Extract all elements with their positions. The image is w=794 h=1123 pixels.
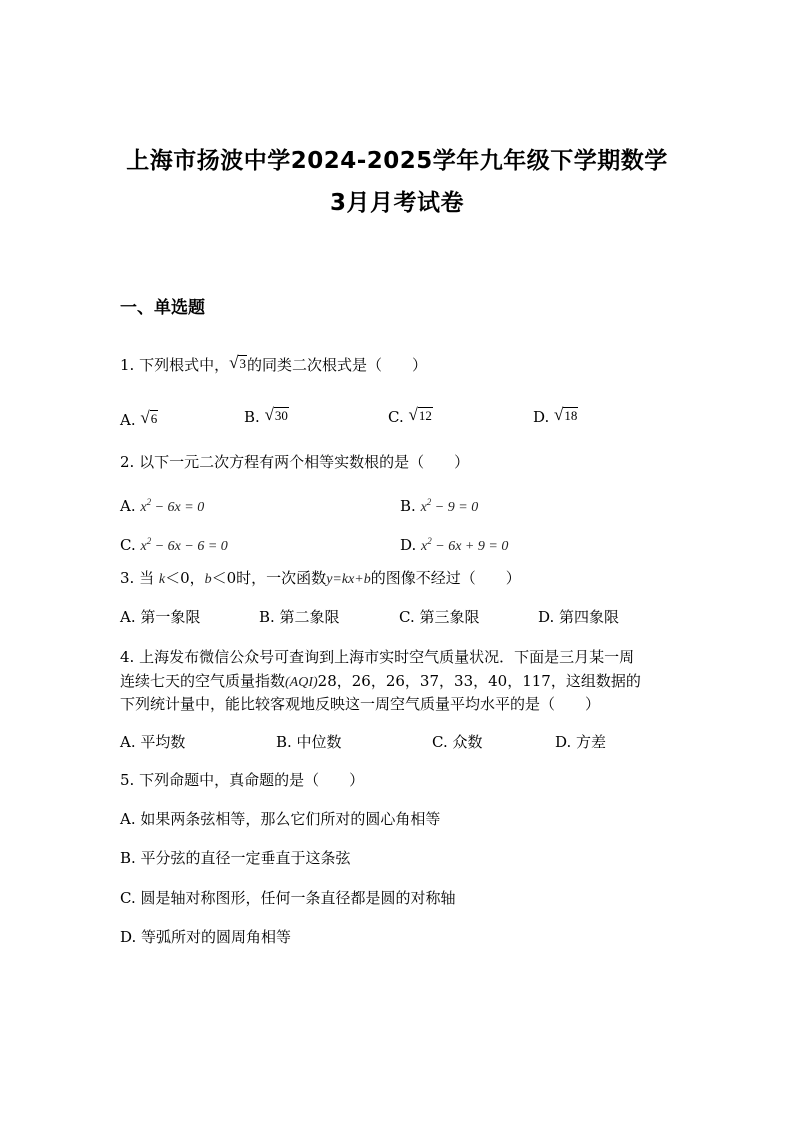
option-label: B. <box>244 408 260 426</box>
question-1-stem <box>120 353 427 375</box>
option-label: D. <box>400 536 417 554</box>
question-1-prefix: 1. 下列根式中， <box>120 356 230 374</box>
q2-option-d <box>400 531 508 557</box>
question-4-line1: 4. 上海发布微信公众号可查询到上海市实时空气质量状况．下面是三月某一周 <box>120 648 635 666</box>
option-label: A. <box>120 411 136 429</box>
radicand: 30 <box>274 408 288 423</box>
option-label: D. <box>533 408 550 426</box>
section-heading: 一、单选题 <box>120 298 205 318</box>
q4-text: 连续七天的空气质量指数 <box>120 672 286 690</box>
q5-option-c: C. 圆是轴对称图形，任何一条直径都是圆的对称轴 <box>120 889 456 907</box>
option-label: C. <box>388 408 404 426</box>
q3-option-a: A. 第一象限 <box>120 608 201 626</box>
q1-option-b <box>244 405 289 427</box>
q1-option-a <box>120 408 158 430</box>
q4-option-d: D. 方差 <box>555 733 607 751</box>
question-5-stem: 5. 下列命题中，真命题的是（ ） <box>120 771 365 789</box>
equation: $x^2 - 6x = 0$ <box>140 497 205 515</box>
radicand: 6 <box>150 411 158 426</box>
radicand: 12 <box>418 408 432 423</box>
exam-title-line2: 3月月考试卷 <box>329 190 464 216</box>
q3-option-d: D. 第四象限 <box>538 608 620 626</box>
q3-option-c: C. 第三象限 <box>399 608 480 626</box>
question-3-stem <box>120 568 521 590</box>
q4-option-a: A. 平均数 <box>120 733 186 751</box>
q5-option-b: B. 平分弦的直径一定垂直于这条弦 <box>120 849 351 867</box>
q1-option-d <box>533 405 578 427</box>
radicand: 18 <box>564 408 578 423</box>
q1-option-c <box>388 405 433 427</box>
exam-title-line1: 上海市扬波中学2024-2025学年九年级下学期数学 <box>126 148 668 174</box>
q3-text: 的图像不经过（ ） <box>370 569 521 587</box>
q3-text: ＜0时，一次函数 <box>211 569 327 587</box>
q3-option-b: B. 第二象限 <box>259 608 340 626</box>
equation: $x^2 - 9 = 0$ <box>420 497 479 515</box>
q5-option-d: D. 等弧所对的圆周角相等 <box>120 928 292 946</box>
q3-text: ＜0， <box>165 569 205 587</box>
radical: √6 <box>140 408 158 427</box>
q2-option-b <box>400 492 478 518</box>
option-label: A. <box>120 497 136 515</box>
q4-option-b: B. 中位数 <box>276 733 342 751</box>
aqi-symbol: (AQI) <box>285 675 318 690</box>
q5-option-a: A. 如果两条弦相等，那么它们所对的圆心角相等 <box>120 810 441 828</box>
question-1-suffix: 的同类二次根式是（ ） <box>246 356 427 374</box>
variable-k: k <box>158 572 166 587</box>
variable-b: b <box>204 572 212 587</box>
q2-option-c <box>120 531 228 557</box>
radicand: 3 <box>239 356 246 371</box>
linear-function: y=kx+b <box>326 572 371 587</box>
q4-option-c: C. 众数 <box>432 733 483 751</box>
radical: √3 <box>229 353 246 372</box>
radical: √12 <box>408 405 432 424</box>
option-label: B. <box>400 497 416 515</box>
q2-option-a <box>120 492 204 518</box>
radical: √30 <box>264 405 288 424</box>
question-4-line3: 下列统计量中，能比较客观地反映这一周空气质量平均水平的是（ ） <box>120 695 601 713</box>
question-2-stem: 2. 以下一元二次方程有两个相等实数根的是（ ） <box>120 453 470 471</box>
option-label: C. <box>120 536 136 554</box>
question-4-line2 <box>120 671 641 693</box>
q3-text: 3. 当 <box>120 569 155 587</box>
equation: $x^2 - 6x + 9 = 0$ <box>421 536 509 554</box>
radical: √18 <box>554 405 578 424</box>
equation: $x^2 - 6x - 6 = 0$ <box>140 536 228 554</box>
q4-text: 28，26，26，37，33，40，117，这组数据的 <box>317 672 641 690</box>
